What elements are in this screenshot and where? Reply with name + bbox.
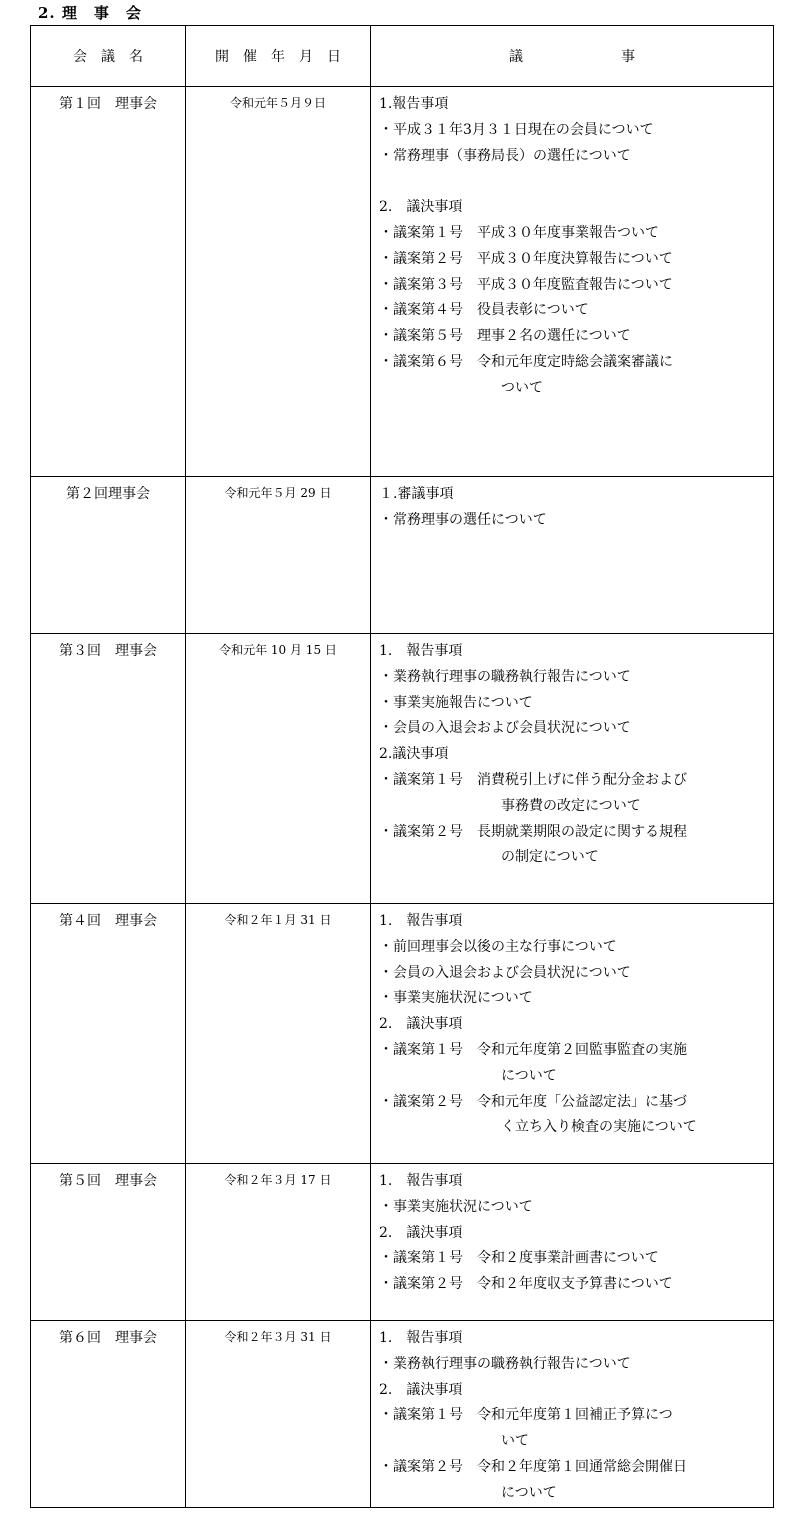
agenda-line: ・議案第６号 令和元年度定時総会議案審議に (379, 353, 673, 370)
meeting-name-cell: 第１回 理事会 (31, 87, 186, 477)
agenda-line: く立ち入り検査の実施について (501, 1119, 697, 1136)
agenda-line: ・議案第１号 令和元年度第２回監事監査の実施 (379, 1041, 687, 1058)
meeting-name-cell: 第４回 理事会 (31, 904, 186, 1164)
agenda-line: 2. 議決事項 (379, 1016, 463, 1033)
agenda-line: ・議案第５号 理事２名の選任について (379, 328, 631, 345)
agenda-line: ・議案第１号 令和２度事業計画書について (379, 1250, 659, 1267)
agenda-line: ・議案第２号 令和２年度第１回通常総会開催日 (379, 1458, 687, 1475)
board-meetings-table (30, 25, 774, 1508)
meeting-date-cell: 令和元年 10 月 15 日 (186, 634, 371, 904)
agenda-line: １.審議事項 (379, 486, 454, 502)
header-date: 開 催 年 月 日 (186, 26, 371, 87)
agenda-cell (371, 904, 774, 1164)
table-row (31, 634, 774, 904)
agenda-line: ・議案第２号 長期就業期限の設定に関する規程 (379, 823, 687, 840)
agenda-line: ・業務執行理事の職務執行報告について (379, 1355, 631, 1372)
agenda-cell (371, 1321, 774, 1508)
agenda-spacer (379, 169, 769, 195)
agenda-line: ・事業実施報告について (379, 694, 533, 711)
agenda-line: ・議案第１号 令和元年度第１回補正予算につ (379, 1407, 673, 1424)
agenda-line: ・議案第３号 平成３０年度監査報告について (379, 276, 673, 293)
agenda-line: ついて (501, 379, 543, 396)
agenda-line: ・議案第１号 消費税引上げに伴う配分金および (379, 771, 687, 788)
meeting-name-cell: 第６回 理事会 (31, 1321, 186, 1508)
agenda-line: 1.報告事項 (379, 96, 449, 112)
agenda-line: ・事業実施状況について (379, 990, 533, 1007)
agenda-line: ・常務理事の選任について (379, 511, 547, 528)
agenda-line: ・業務執行理事の職務執行報告について (379, 668, 631, 685)
agenda-cell (371, 634, 774, 904)
header-agenda: 議 事 (371, 26, 774, 87)
agenda-line: ・事業実施状況について (379, 1198, 533, 1215)
agenda-line: ・議案第２号 令和２年度収支予算書について (379, 1276, 673, 1293)
table-row (31, 1321, 774, 1508)
agenda-cell (371, 477, 774, 634)
agenda-cell (371, 1164, 774, 1321)
table-row (31, 477, 774, 634)
agenda-line: 1. 報告事項 (379, 1330, 463, 1346)
section-title: 2. 理 事 会 (38, 4, 142, 22)
table-header-row (31, 26, 774, 87)
agenda-line: 1. 報告事項 (379, 643, 463, 659)
agenda-line: 事務費の改定について (501, 797, 641, 814)
agenda-line: について (501, 1484, 557, 1501)
agenda-line: ・会員の入退会および会員状況について (379, 964, 631, 981)
header-meeting-name: 会 議 名 (31, 26, 186, 87)
agenda-line: 1. 報告事項 (379, 913, 463, 929)
agenda-line: 1. 報告事項 (379, 1173, 463, 1189)
table-row (31, 87, 774, 477)
meeting-date-cell: 令和元年５月 29 日 (186, 477, 371, 634)
agenda-line: ・議案第２号 令和元年度「公益認定法」に基づ (379, 1093, 687, 1110)
agenda-line: ・議案第４号 役員表彰について (379, 302, 589, 319)
meeting-date-cell: 令和２年３月 17 日 (186, 1164, 371, 1321)
agenda-line: ・常務理事（事務局長）の選任について (379, 147, 631, 164)
meeting-date-cell: 令和２年１月 31 日 (186, 904, 371, 1164)
meeting-name-cell: 第２回理事会 (31, 477, 186, 634)
agenda-line: 2. 議決事項 (379, 199, 463, 216)
agenda-line: いて (501, 1433, 529, 1450)
agenda-line: ・平成３１年3月３１日現在の会員について (379, 121, 654, 138)
meeting-name-cell: 第３回 理事会 (31, 634, 186, 904)
agenda-line: ・議案第１号 平成３０年度事業報告ついて (379, 224, 659, 241)
table-row (31, 904, 774, 1164)
agenda-line: ・会員の入退会および会員状況について (379, 720, 631, 737)
meeting-name-cell: 第５回 理事会 (31, 1164, 186, 1321)
meeting-date-cell: 令和２年３月 31 日 (186, 1321, 371, 1508)
table-row (31, 1164, 774, 1321)
agenda-line: について (501, 1067, 557, 1084)
meeting-date-cell: 令和元年５月９日 (186, 87, 371, 477)
agenda-line: ・議案第２号 平成３０年度決算報告について (379, 250, 673, 267)
agenda-line: 2. 議決事項 (379, 1224, 463, 1241)
agenda-line: 2. 議決事項 (379, 1381, 463, 1398)
agenda-cell (371, 87, 774, 477)
agenda-line: ・前回理事会以後の主な行事について (379, 938, 617, 955)
agenda-line: 2.議決事項 (379, 746, 449, 763)
agenda-line: の制定について (501, 849, 599, 866)
